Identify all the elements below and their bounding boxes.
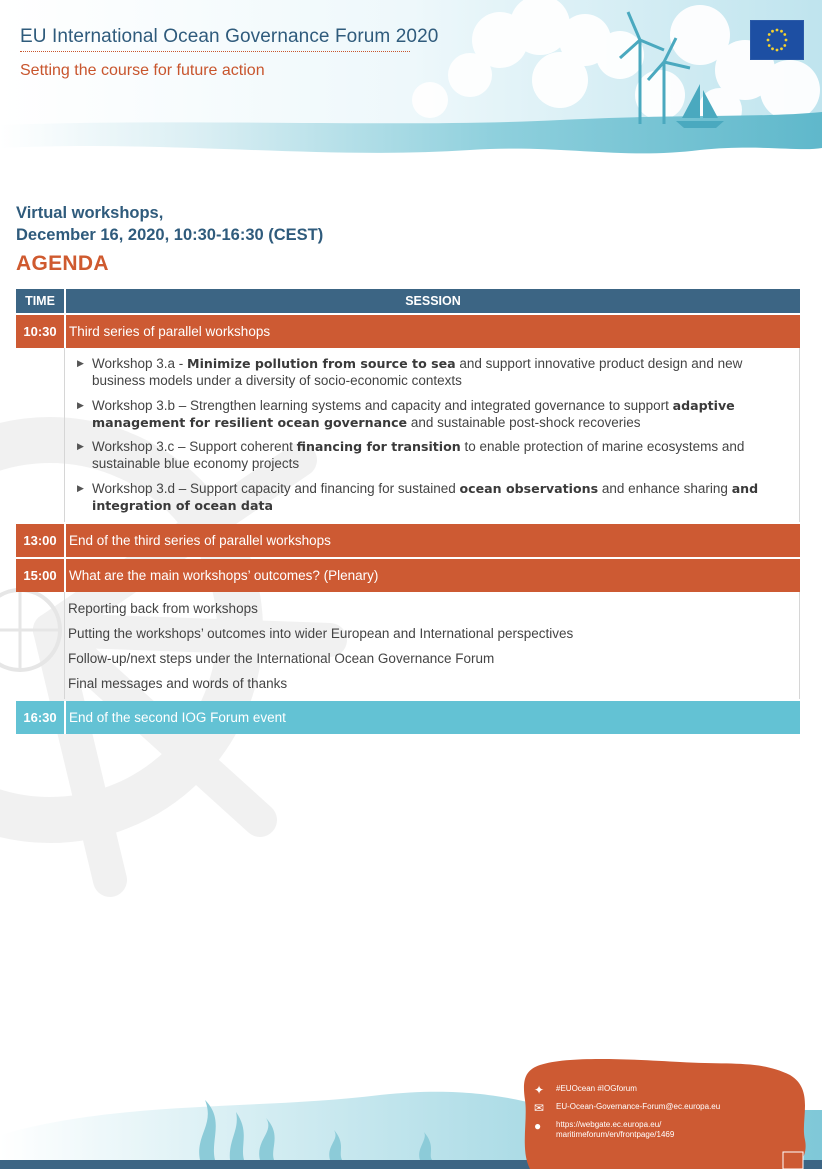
list-item: ▶ Workshop 3.c – Support coherent financing for transition to enable protection of marine ecosystems and sustainable blue economy projects — [77, 439, 745, 471]
hashtags-line — [534, 1083, 794, 1097]
triangle-bullet-icon: ▶ — [77, 399, 84, 410]
triangle-bullet-icon: ▶ — [77, 441, 84, 451]
list-item: Putting the workshops’ outcomes into wider European and International perspectives — [68, 626, 574, 641]
contact-block — [534, 1084, 794, 1148]
time-column-header: TIME — [25, 294, 55, 308]
email-text[interactable]: EU-Ocean-Governance-Forum@ec.europa.eu — [556, 1102, 721, 1111]
workshops-list — [64, 348, 800, 522]
session-cell: End of the third series of parallel workshops — [64, 524, 800, 557]
session-column-header: SESSION — [64, 289, 800, 313]
url-text-line1[interactable]: https://webgate.ec.europa.eu/ — [556, 1120, 662, 1129]
time-cell: 10:30 — [23, 324, 57, 339]
session-cell: End of the second IOG Forum event — [64, 701, 800, 734]
event-date: December 16, 2020, 10:30-16:30 (CEST) — [16, 226, 324, 244]
event-format: Virtual workshops, — [16, 204, 164, 222]
workshops-row — [16, 348, 800, 522]
twitter-icon: ✦ — [534, 1083, 545, 1097]
email-line[interactable] — [534, 1101, 794, 1115]
table-row — [16, 315, 800, 348]
forum-title: EU International Ocean Governance Forum 2020 — [20, 26, 439, 47]
list-item: ▶ Workshop 3.a - Minimize pollution from source to sea and support innovative product design and new business models under a diversity of socio-economic contexts — [77, 356, 743, 388]
time-cell: 15:00 — [23, 568, 57, 583]
table-row — [16, 559, 800, 592]
intro-section — [16, 202, 323, 276]
envelope-icon: ✉ — [534, 1101, 545, 1115]
list-item: Final messages and words of thanks — [68, 676, 288, 691]
session-cell: Third series of parallel workshops — [64, 315, 800, 348]
plenary-list — [64, 592, 800, 699]
list-item: ▶ Workshop 3.b – Strengthen learning systems and capacity and integrated governance to support adaptive management for resilient ocean governance and sustainable post-shock recoveries — [77, 397, 735, 430]
globe-icon: ● — [534, 1119, 542, 1133]
triangle-bullet-icon: ▶ — [77, 482, 84, 493]
table-row — [16, 701, 800, 734]
url-text-line2[interactable]: maritimeforum/en/frontpage/1469 — [556, 1130, 675, 1139]
forum-subtitle: Setting the course for future action — [20, 62, 265, 79]
list-item: Follow-up/next steps under the International Ocean Governance Forum — [68, 651, 495, 666]
time-cell: 16:30 — [23, 710, 57, 725]
agenda-table — [16, 289, 800, 734]
session-cell: What are the main workshops’ outcomes? (Plenary) — [64, 559, 800, 592]
list-item: ▶ Workshop 3.d – Support capacity and financing for sustained ocean observations and enhance sharing and integration of ocean data — [77, 480, 759, 513]
plenary-row — [16, 592, 800, 699]
page-header — [0, 0, 822, 175]
agenda-heading: AGENDA — [16, 252, 109, 275]
hashtags-text: #EUOcean #IOGforum — [556, 1084, 637, 1093]
title-divider — [20, 51, 410, 52]
eu-flag-icon — [750, 20, 804, 60]
table-row — [16, 524, 800, 557]
url-line[interactable] — [534, 1120, 794, 1140]
list-item: Reporting back from workshops — [68, 601, 258, 616]
table-header-row — [16, 289, 800, 313]
time-cell: 13:00 — [23, 533, 57, 548]
empty-time-cell — [16, 348, 64, 522]
empty-time-cell — [16, 592, 64, 699]
triangle-bullet-icon: ▶ — [77, 358, 84, 368]
